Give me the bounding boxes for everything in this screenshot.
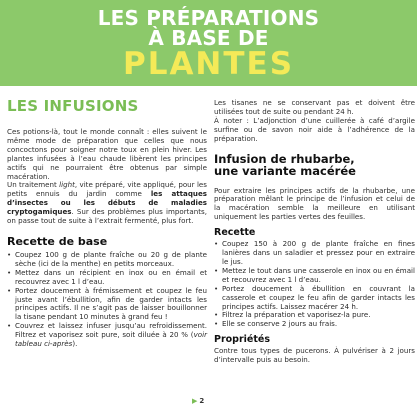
list-item: • Mettez le tout dans une casserole en inox ou en émail et recouvrez avec 1 l d’eau. [214, 267, 415, 285]
rhubarb-intro: Pour extraire les principes actifs de la rhubarbe, une préparation mêlant le principe de l’infusion et celui de la macération semble la meilleure en utilisant uniquement les parties vertes des feuilles. [214, 185, 415, 222]
arrow-right-icon: ▶ [192, 397, 198, 405]
list-item: • Filtrez la préparation et vaporisez-la pure. [214, 311, 415, 320]
page-title-line-1: LES PRÉPARATIONS [97, 6, 320, 30]
page-number [192, 397, 204, 405]
page-number-value: 2 [199, 397, 205, 405]
list-item: • Portez doucement à ébullition en couvrant la casserole et coupez le feu afin de garder intacts les principes actifs. Laissez macérer 24 h. [214, 285, 415, 312]
page-title-line-3: PLANTES [122, 46, 295, 82]
recipe-list-rhubarb [214, 240, 415, 329]
list-item [7, 322, 207, 349]
recipe-last-a: Couvrez et laissez infuser jusqu’au refroidissement. Filtrez et vaporisez soit pure, soit diluée à 20 % ( [15, 321, 207, 340]
list-item: • Portez doucement à frémissement et coupez le feu juste avant l’ébullition, afin de garder intacts les principes actifs. Il ne s’agit pas de laisser bouillonner la tisane pendant 10 minutes à grand feu ! [7, 287, 207, 323]
note-paragraph: À noter : L’adjonction d’une cuillerée à café d’argile surfine ou de savon noir aide à l’adhérence de la préparation. [214, 115, 415, 143]
section-title-infusions: LES INFUSIONS [7, 97, 139, 115]
list-item: • Coupez 150 à 200 g de plante fraîche en fines lanières dans un saladier et pressez pour en extraire le jus. [214, 240, 415, 267]
page-title-line-2: À BASE DE [148, 26, 269, 50]
intro-paragraph-1: Ces potions-là, tout le monde connaît : elles suivent le même mode de préparation que celles que nous concoctons pour soigner notre toux en plein hiver. Les plantes infusées à l’eau chaude libèrent les principes actifs qui ne pourraient être obtenus par simple macération. [7, 127, 207, 181]
storage-paragraph: Les tisanes ne se conservant pas et doivent être utilisées tout de suite ou pendant 24 h. [214, 98, 415, 116]
title-banner [0, 0, 417, 86]
recipe-heading-base: Recette de base [7, 234, 108, 248]
left-column [7, 99, 207, 349]
list-item: • Elle se conserve 2 jours au frais. [214, 320, 415, 329]
rhubarb-heading-line-1: Infusion de rhubarbe, [214, 151, 355, 166]
intro-text-a: Un traitement [7, 180, 60, 190]
rhubarb-heading-line-2: une variante macérée [214, 164, 356, 179]
properties-text: Contre tous types de pucerons. À pulvériser à 2 jours d’intervalle puis au besoin. [214, 346, 415, 365]
intro-text-c: , vite préparé, vite appliqué, pour les petits ennuis du jardin comme [7, 180, 207, 199]
list-item: • Mettez dans un récipient en inox ou en émail et recouvrez avec 1 l d’eau. [7, 269, 207, 287]
intro-text-e: . Sur des problèmes plus importants, on passe tout de suite à l’extrait fermenté, plus fort. [7, 207, 207, 226]
recipe-last-ref: voir tableau ci-après [15, 330, 207, 349]
right-column [214, 99, 415, 365]
recipe-list-base [7, 251, 207, 349]
list-item: • Coupez 100 g de plante fraîche ou 20 g de plante sèche (ici de la menthe) en petits morceaux. [7, 251, 207, 269]
recipe-last-c: ). [72, 339, 78, 349]
rhubarb-heading [214, 153, 415, 178]
recipe-heading-rhubarb: Recette [214, 227, 256, 239]
intro-text-light: light [59, 180, 75, 190]
properties-heading: Propriétés [214, 334, 270, 346]
intro-paragraph-2 [7, 181, 207, 226]
intro-text-highlight: les attaques d’insectes ou les débuts de maladies cryptogamiques [7, 189, 207, 217]
